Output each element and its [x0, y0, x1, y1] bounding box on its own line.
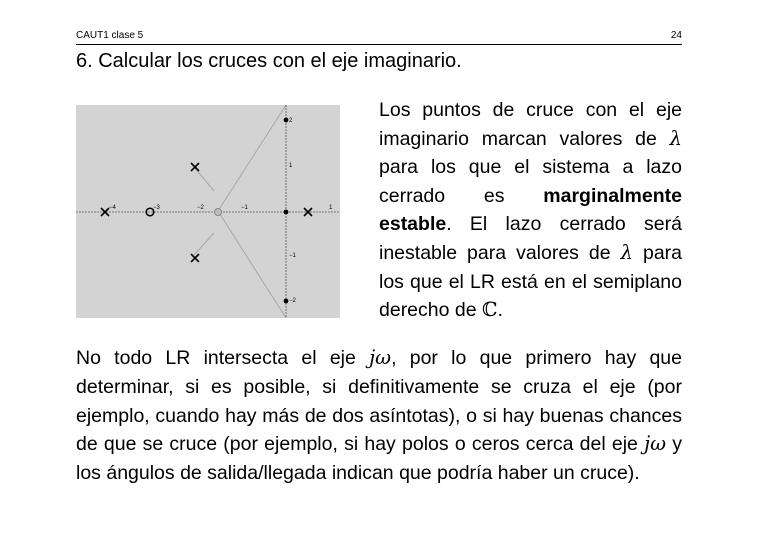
header-course: CAUT1 clase 5	[76, 30, 144, 41]
complex-set-symbol: ℂ	[482, 298, 498, 322]
x-tick-label: 1	[329, 205, 333, 211]
lambda-symbol: λ	[620, 240, 633, 264]
header-page-number: 24	[670, 30, 682, 41]
y-tick-label: 1	[289, 163, 293, 169]
jw-symbol: jω	[644, 432, 667, 456]
side-text-part: para los que el LR está en el semiplano derecho de	[379, 241, 683, 322]
side-text-part: para los que el sistema a lazo cerrado es	[379, 156, 682, 207]
y-tick-label: −2	[289, 298, 296, 304]
jw-symbol: jω	[369, 346, 392, 369]
side-explanation	[379, 96, 682, 325]
x-tick-label: −4	[109, 205, 116, 211]
paragraph-text-part: , por lo que primero hay que determinar, si es posible, si definitivamente se cruza el eje (por ejemplo, cuando hay más de dos asíntotas), o si hay buenas chances de que se cruce (por ejemplo, si hay polos o ceros cerca del eje	[76, 347, 682, 456]
x-tick-label: −1	[241, 205, 248, 211]
main-paragraph	[76, 344, 682, 488]
y-tick-label: −1	[289, 253, 296, 259]
slide-title: 6. Calcular los cruces con el eje imaginario.	[76, 50, 462, 72]
y-tick-label: 2	[289, 118, 293, 124]
lambda-symbol: λ	[669, 126, 682, 150]
x-tick-label: −3	[153, 205, 160, 211]
imag-crossing-point	[284, 118, 289, 123]
paragraph-text-part: No todo LR intersecta el eje	[76, 347, 356, 369]
side-text-bold: marginalmente estable	[379, 184, 682, 236]
header-divider	[76, 44, 682, 45]
root-locus-plot	[76, 105, 340, 318]
side-text-part: .	[497, 299, 503, 322]
plot-background	[76, 105, 340, 318]
x-tick-label: −2	[197, 205, 204, 211]
origin-point	[284, 210, 289, 215]
side-text-part: . El lazo cerrado será inestable para valores de	[379, 213, 682, 264]
side-text-part: Los puntos de cruce con el eje imaginario marcan valores de	[379, 99, 682, 150]
paragraph-text-part: y los ángulos de salida/llegada indican que podría haber un cruce).	[76, 433, 682, 485]
imag-crossing-point	[284, 299, 289, 304]
breakaway-point	[215, 209, 222, 216]
